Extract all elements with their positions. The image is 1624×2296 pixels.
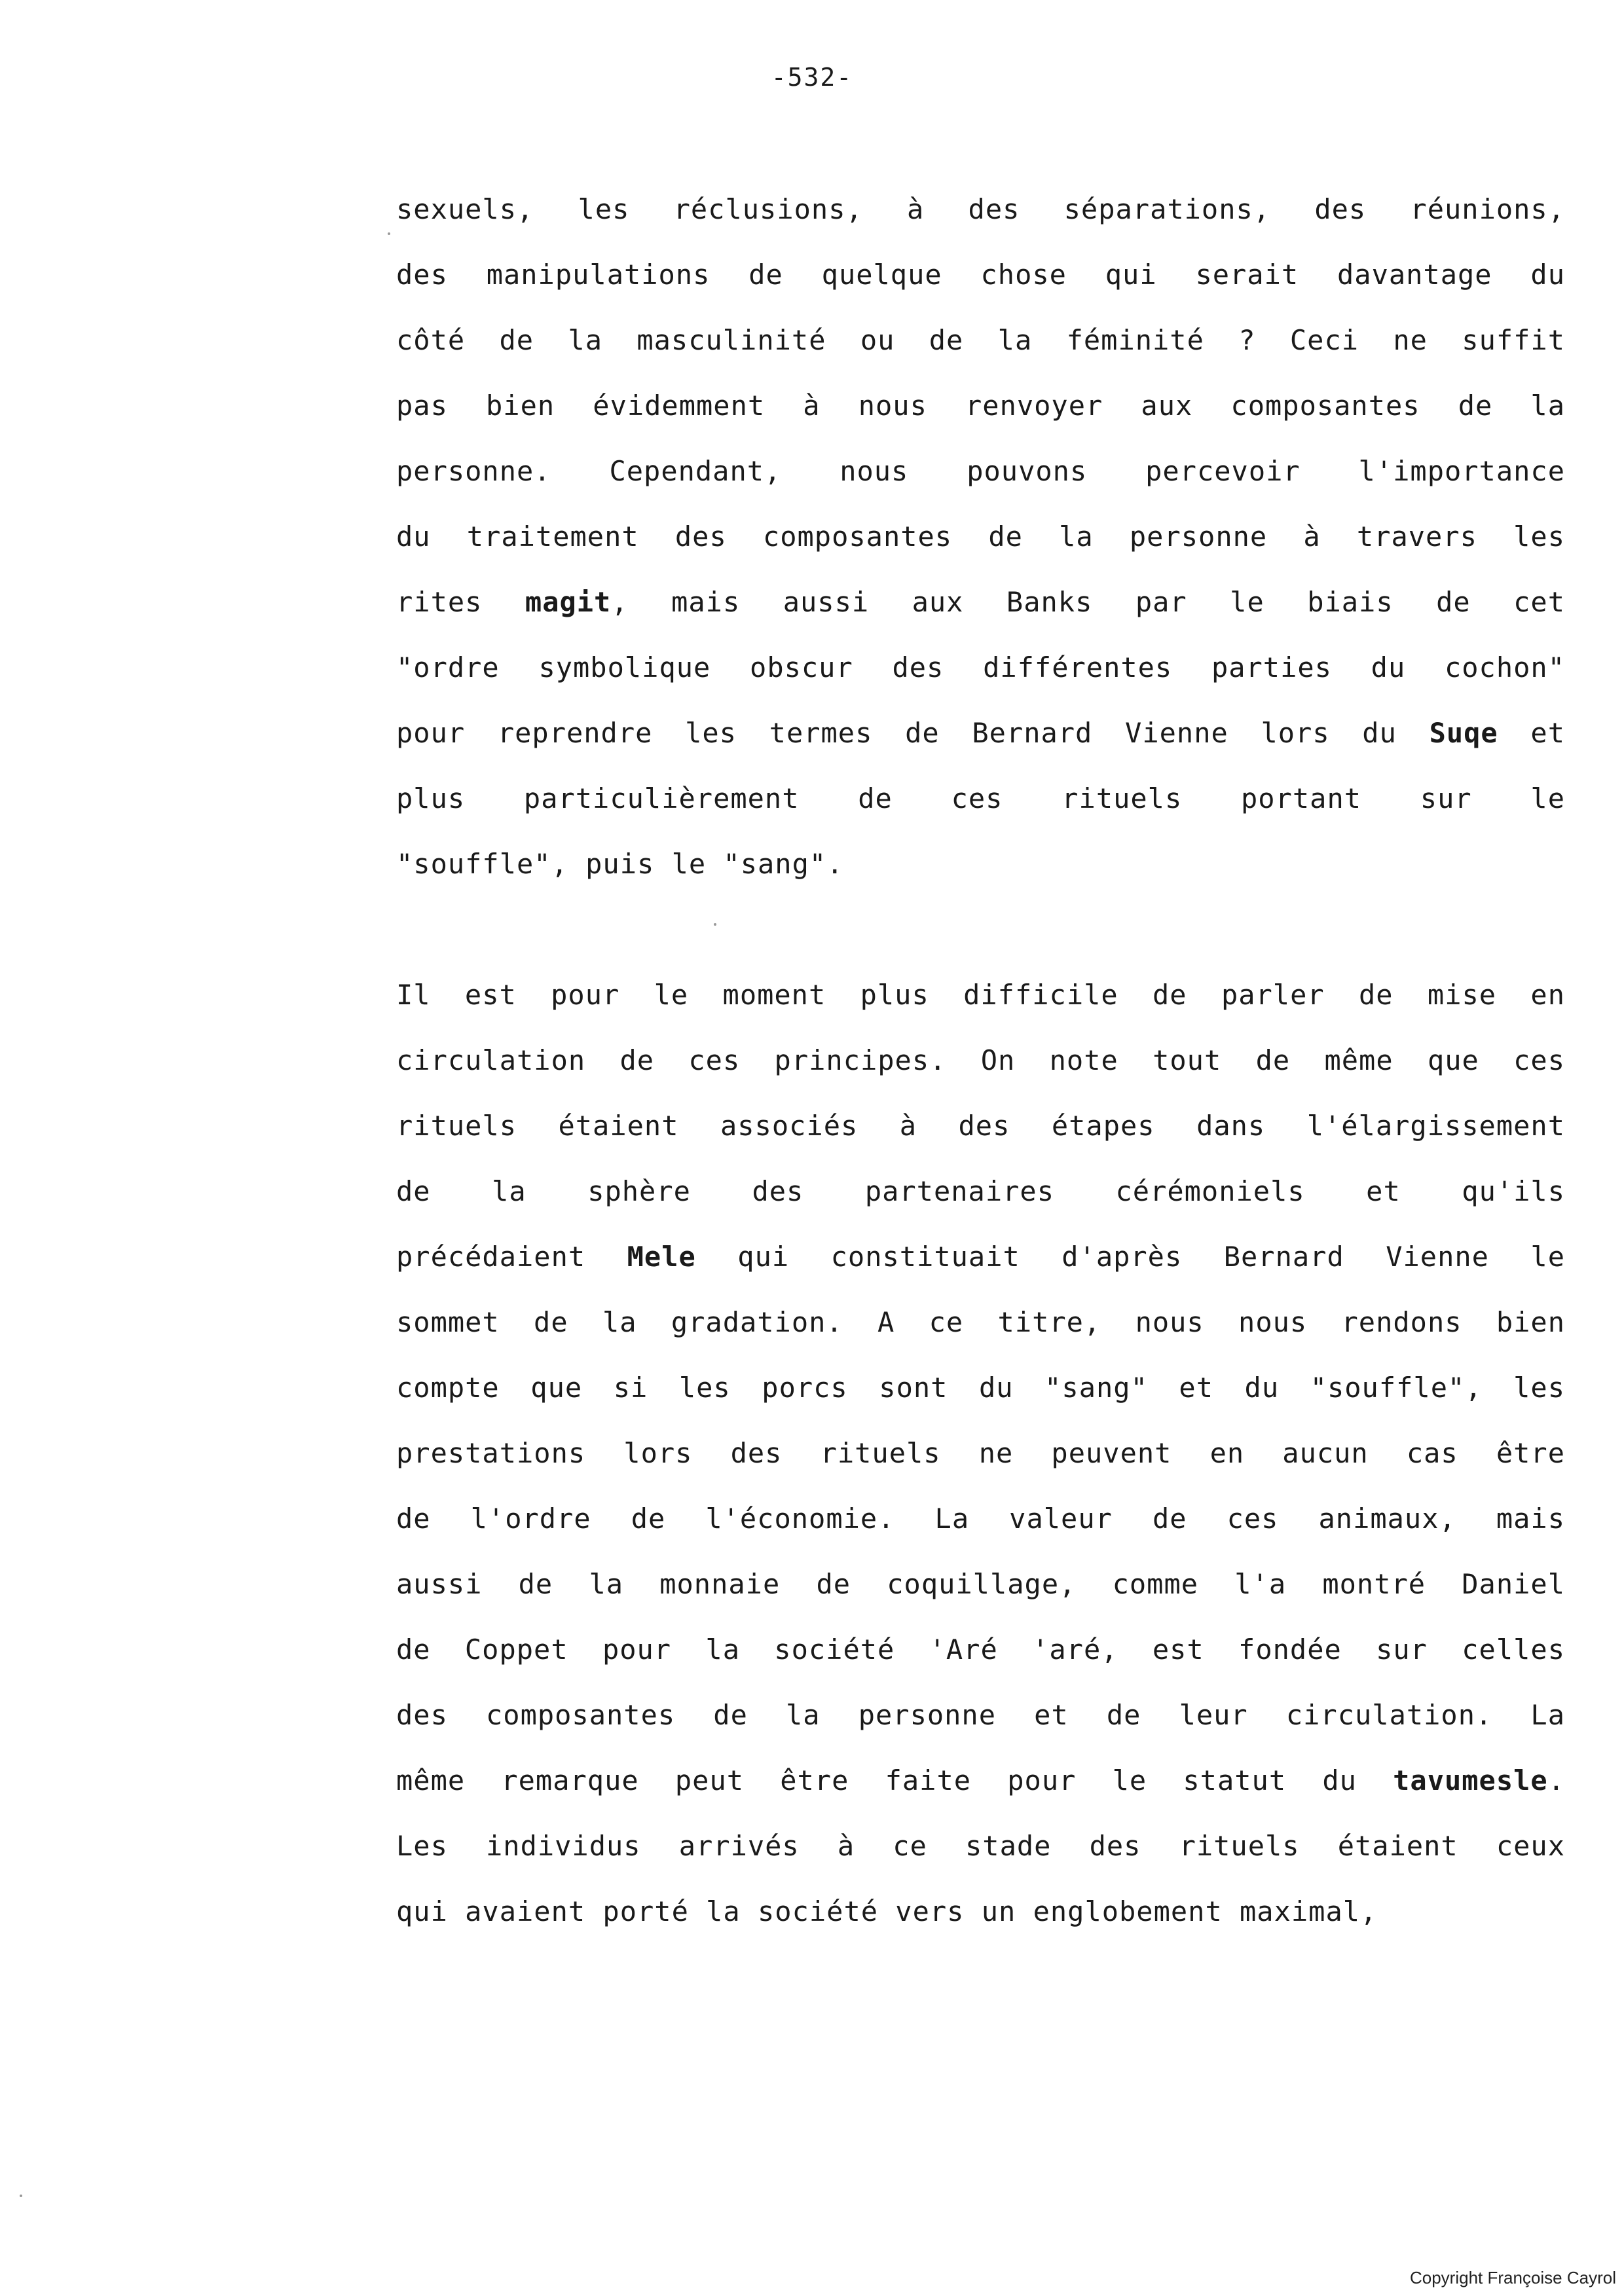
line-text: précédaient xyxy=(396,1241,627,1273)
scan-speck xyxy=(20,2195,22,2197)
paragraph-2-line: Les individus arrivés à ce stade des rituels étaient ceux xyxy=(396,1830,1565,1862)
paragraph-1-line: "souffle", puis le "sang". xyxy=(396,848,844,880)
scan-speck xyxy=(388,232,390,235)
line-text: qui constituait d'après Bernard Vienne le xyxy=(695,1241,1565,1273)
paragraph-1-line: sexuels, les réclusions, à des séparations, des réunions, xyxy=(396,193,1565,225)
paragraph-2-line: aussi de la monnaie de coquillage, comme l'a montré Daniel xyxy=(396,1568,1565,1600)
paragraph-1-line: personne. Cependant, nous pouvons percevoir l'importance xyxy=(396,455,1565,487)
bold-term: tavumesle xyxy=(1393,1764,1548,1796)
line-text: , mais aussi aux Banks par le biais de cet xyxy=(611,586,1565,618)
paragraph-2-line xyxy=(396,1237,1565,1277)
paragraph-2-line: circulation de ces principes. On note tout de même que ces xyxy=(396,1044,1565,1076)
paragraph-2-line: sommet de la gradation. A ce titre, nous nous rendons bien xyxy=(396,1306,1565,1338)
paragraph-2-line: Il est pour le moment plus difficile de parler de mise en xyxy=(396,979,1565,1011)
paragraph-1-line xyxy=(396,714,1565,753)
paragraph-1-line: "ordre symbolique obscur des différentes parties du cochon" xyxy=(396,651,1565,683)
paragraph-2-line: de l'ordre de l'économie. La valeur de ces animaux, mais xyxy=(396,1503,1565,1535)
bold-term: Mele xyxy=(627,1241,696,1273)
line-text: rites xyxy=(396,586,525,618)
scan-speck xyxy=(714,923,716,926)
paragraph-2-line: de Coppet pour la société 'Aré 'aré, est fondée sur celles xyxy=(396,1633,1565,1666)
paragraph-1-line xyxy=(396,583,1565,622)
paragraph-2-line: compte que si les porcs sont du "sang" et du "souffle", les xyxy=(396,1372,1565,1404)
paragraph-1-line: du traitement des composantes de la personne à travers les xyxy=(396,520,1565,553)
page-number: -532- xyxy=(771,63,853,92)
paragraph-1-line: plus particulièrement de ces rituels portant sur le xyxy=(396,782,1565,814)
line-text: pour reprendre les termes de Bernard Vienne lors du xyxy=(396,717,1430,749)
bold-term: Suqe xyxy=(1429,717,1498,749)
paragraph-2-line: qui avaient porté la société vers un englobement maximal, xyxy=(396,1895,1378,1927)
paragraph-2-line: rituels étaient associés à des étapes dans l'élargissement xyxy=(396,1110,1565,1142)
copyright-notice: Copyright Françoise Cayrol xyxy=(1409,2268,1616,2287)
paragraph-2-line: des composantes de la personne et de leur circulation. La xyxy=(396,1699,1565,1731)
paragraph-2-line xyxy=(396,1761,1565,1800)
line-text: même remarque peut être faite pour le statut du xyxy=(396,1764,1393,1796)
paragraph-2-line: prestations lors des rituels ne peuvent en aucun cas être xyxy=(396,1437,1565,1469)
paragraph-1-line: côté de la masculinité ou de la féminité ? Ceci ne suffit xyxy=(396,324,1565,356)
paragraph-1-line: pas bien évidemment à nous renvoyer aux composantes de la xyxy=(396,390,1565,422)
paragraph-1-line: des manipulations de quelque chose qui serait davantage du xyxy=(396,259,1565,291)
line-text: . xyxy=(1547,1764,1565,1796)
bold-term: magit xyxy=(525,586,612,618)
paragraph-2-line: de la sphère des partenaires cérémoniels et qu'ils xyxy=(396,1175,1565,1207)
line-text: et xyxy=(1498,717,1566,749)
